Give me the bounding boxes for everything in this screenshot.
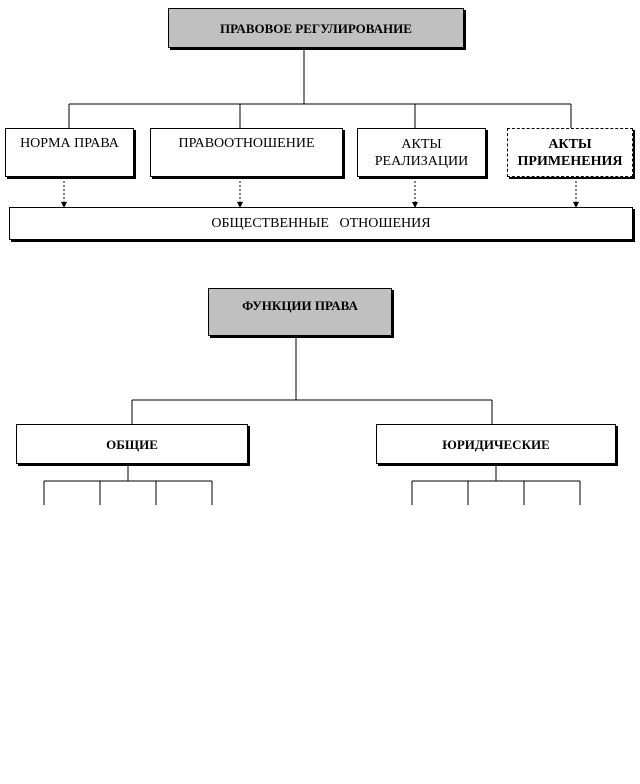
juridical-functions-label: ЮРИДИЧЕСКИЕ (442, 436, 550, 452)
acts-of-realization-line1: АКТЫ (401, 136, 442, 152)
acts-of-application-line2: ПРИМЕНЕНИЯ (517, 153, 623, 169)
legal-regulation-title: ПРАВОВОЕ РЕГУЛИРОВАНИЕ (220, 20, 412, 36)
acts-of-realization-line2: РЕАЛИЗАЦИИ (374, 153, 469, 169)
functions-of-law-title-box (208, 288, 392, 336)
norm-of-law-box (5, 128, 134, 177)
general-functions-label: ОБЩИЕ (106, 436, 158, 452)
legal-relationship-box (150, 128, 343, 177)
legal-relationship-label: ПРАВООТНОШЕНИЕ (178, 136, 315, 151)
social-relations-box (9, 207, 633, 240)
social-relations-label: ОБЩЕСТВЕННЫЕ ОТНОШЕНИЯ (211, 216, 431, 231)
acts-of-realization-box (357, 128, 486, 177)
legal-regulation-title-box (168, 8, 464, 48)
juridical-functions-box (376, 424, 616, 464)
norm-of-law-label: НОРМА ПРАВА (20, 136, 119, 151)
acts-of-application-line1: АКТЫ (548, 136, 592, 152)
functions-of-law-title: ФУНКЦИИ ПРАВА (242, 298, 358, 313)
general-functions-box (16, 424, 248, 464)
acts-of-application-box (507, 128, 633, 177)
